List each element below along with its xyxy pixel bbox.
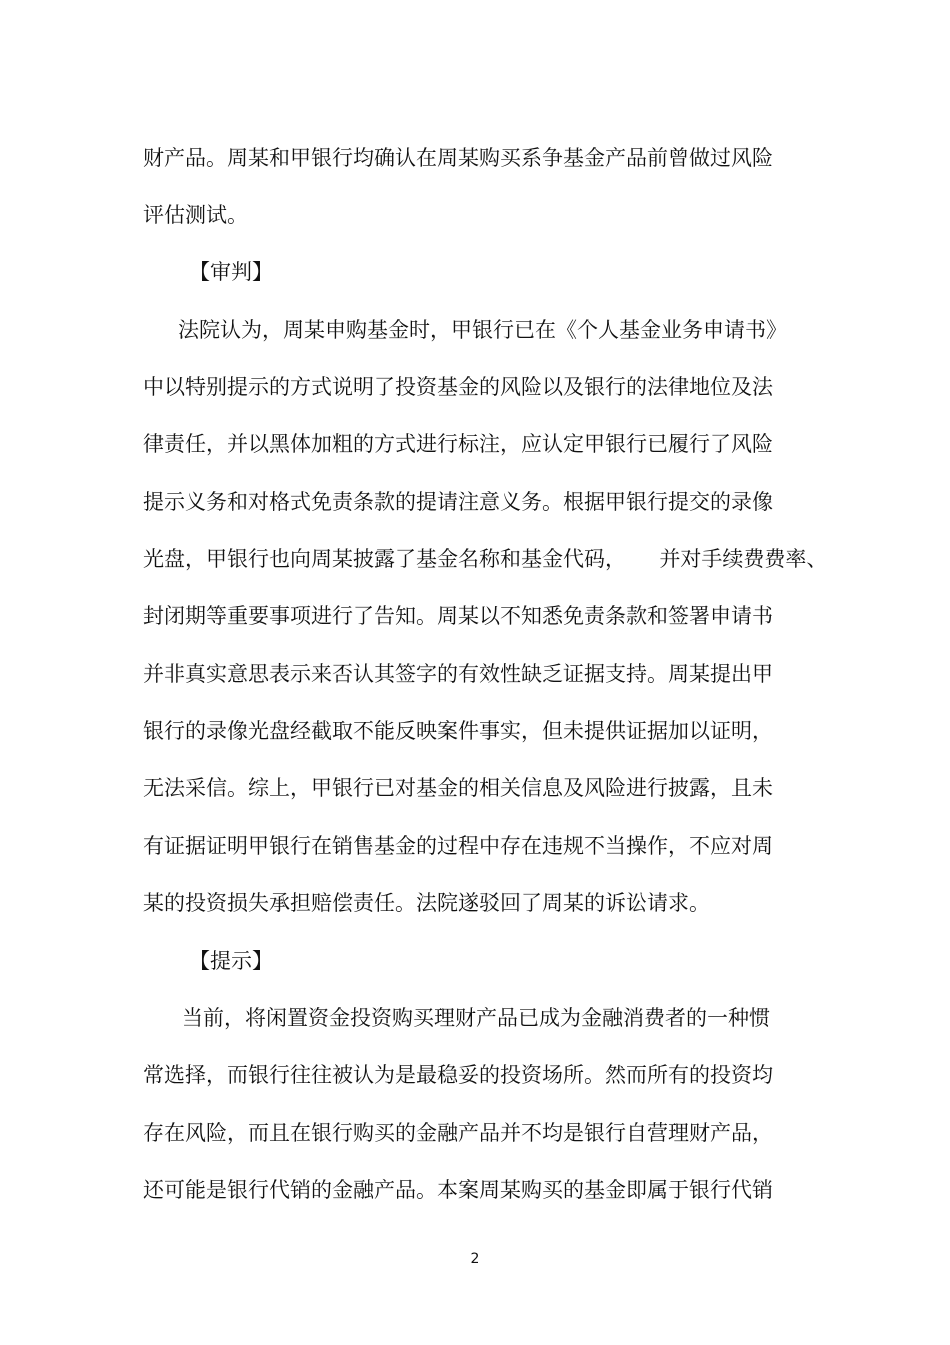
text-line: 法院认为，周某申购基金时，甲银行已在《个人基金业务申请书》 [178, 318, 787, 342]
text-line: 律责任，并以黑体加粗的方式进行标注，应认定甲银行已履行了风险 [143, 432, 773, 456]
section-heading-trial: 【审判】 [189, 260, 273, 284]
text-line: 某的投资损失承担赔偿责任。法院遂驳回了周某的诉讼请求。 [143, 891, 710, 915]
text-line: 无法采信。综上，甲银行已对基金的相关信息及风险进行披露，且未 [143, 776, 773, 800]
text-line: 有证据证明甲银行在销售基金的过程中存在违规不当操作，不应对周 [143, 834, 773, 858]
text-line: 还可能是银行代销的金融产品。本案周某购买的基金即属于银行代销 [143, 1178, 773, 1202]
text-line: 当前，将闲置资金投资购买理财产品已成为金融消费者的一种惯 [182, 1006, 770, 1030]
text-line: 评估测试。 [143, 203, 248, 227]
page-number: 2 [470, 1251, 480, 1267]
text-line: 封闭期等重要事项进行了告知。周某以不知悉免责条款和签署申请书 [143, 604, 773, 628]
text-line: 常选择，而银行往往被认为是最稳妥的投资场所。然而所有的投资均 [143, 1063, 773, 1087]
text-line: 存在风险，而且在银行购买的金融产品并不均是银行自营理财产品， [143, 1121, 773, 1145]
text-line: 提示义务和对格式免责条款的提请注意义务。根据甲银行提交的录像 [143, 490, 773, 514]
text-line: 银行的录像光盘经截取不能反映案件事实，但未提供证据加以证明， [143, 719, 773, 743]
text-line: 光盘，甲银行也向周某披露了基金名称和基金代码， 并对手续费费率、 [143, 547, 828, 571]
text-line: 并非真实意思表示来否认其签字的有效性缺乏证据支持。周某提出甲 [143, 662, 773, 686]
text-line: 中以特别提示的方式说明了投资基金的风险以及银行的法律地位及法 [143, 375, 773, 399]
section-heading-tip: 【提示】 [189, 949, 273, 973]
text-line: 财产品。周某和甲银行均确认在周某购买系争基金产品前曾做过风险 [143, 146, 773, 170]
